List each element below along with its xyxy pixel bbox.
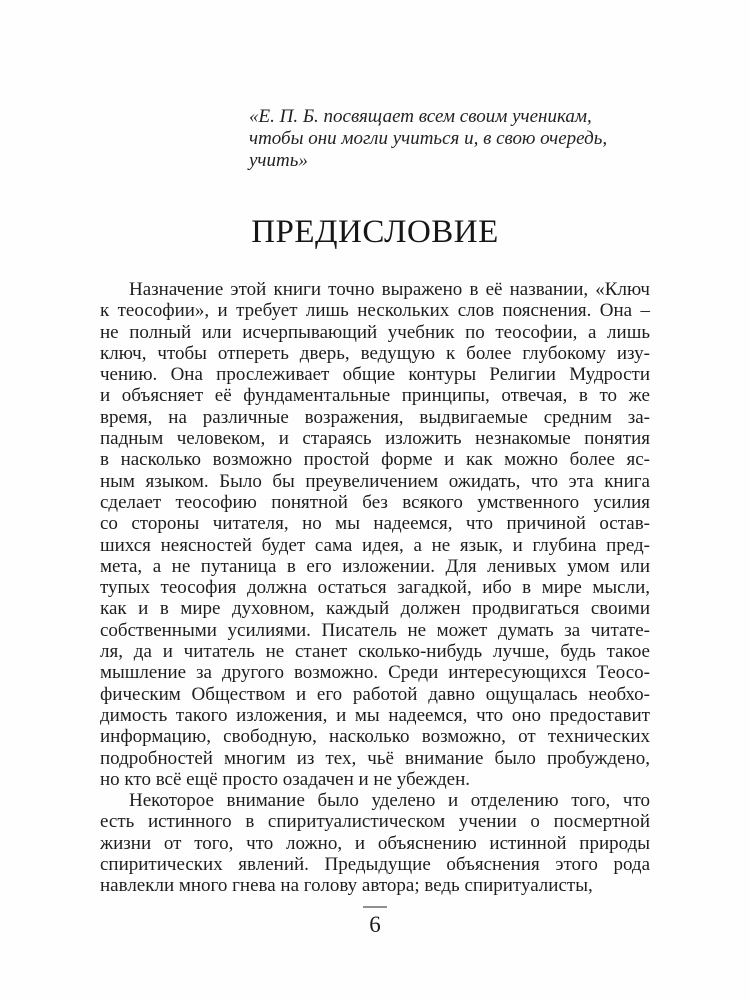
body-line: и объясняет её фундаментальные принципы, отвечая, в то же bbox=[100, 385, 650, 407]
body-line: чению. Она прослеживает общие контуры Религии Мудрости bbox=[100, 364, 650, 386]
body-line: но кто всё ещё просто озадачен и не убежден. bbox=[100, 768, 470, 790]
body-line: в насколько возможно простой форме и как можно более яс- bbox=[100, 449, 650, 471]
body-line: со стороны читателя, но мы надеемся, что причиной остав- bbox=[100, 513, 650, 535]
body-line: не полный или исчерпывающий учебник по теософии, а лишь bbox=[100, 321, 650, 343]
epigraph bbox=[249, 106, 609, 172]
body-line: ключ, чтобы отпереть дверь, ведущую к более глубокому изу- bbox=[100, 342, 650, 364]
body-line: мета, а не путаница в его изложении. Для ленивых умом или bbox=[100, 555, 650, 577]
page-number: 6 bbox=[369, 912, 381, 937]
body-line: Некоторое внимание было уделено и отделению того, что bbox=[129, 790, 650, 812]
body-line: ля, да и читатель не станет сколько-нибудь лучше, будь такое bbox=[100, 641, 650, 663]
body-line: подробностей многим из тех, чьё внимание было пробуждено, bbox=[100, 747, 650, 769]
body-line: фическим Обществом и его работой давно ощущалась необхо- bbox=[100, 683, 650, 705]
paragraph bbox=[100, 279, 650, 790]
body-line: как и в мире духовном, каждый должен продвигаться своими bbox=[100, 598, 650, 620]
body-line: время, на различные возражения, выдвигаемые средним за- bbox=[100, 406, 650, 428]
body-line: информацию, свободную, насколько возможно, от технических bbox=[100, 726, 650, 748]
epigraph-line: учить» bbox=[249, 150, 308, 171]
body-line: шихся неясностей будет сама идея, а не язык, и глубина пред- bbox=[100, 534, 650, 556]
paragraph bbox=[100, 790, 650, 896]
body-line: жизни от того, что ложно, и объяснению истинной природы bbox=[100, 832, 650, 854]
body-line: ным языком. Было бы преувеличением ожидать, что эта книга bbox=[100, 470, 650, 492]
body-line: навлекли много гнева на голову автора; ведь спиритуалисты, bbox=[100, 875, 593, 897]
body-text bbox=[100, 279, 650, 897]
body-line: тупых теософия должна остаться загадкой, ибо в мире мысли, bbox=[100, 577, 650, 599]
footer-rule bbox=[363, 906, 387, 908]
body-line: есть истинного в спиритуалистическом учении о посмертной bbox=[100, 811, 650, 833]
epigraph-line: чтобы они могли учиться и, в свою очередь, bbox=[249, 128, 608, 149]
body-line: падным человеком, и стараясь изложить незнакомые понятия bbox=[100, 428, 650, 450]
body-line: к теософии», и требует лишь нескольких слов пояснения. Она – bbox=[100, 300, 650, 322]
body-line: димость такого изложения, и мы надеемся, что оно предоставит bbox=[100, 704, 650, 726]
body-line: собственными усилиями. Писатель не может думать за читате- bbox=[100, 619, 650, 641]
body-line: мышление за другого возможно. Среди интересующихся Теосо- bbox=[100, 662, 650, 684]
body-line: сделает теософию понятной без всякого умственного усилия bbox=[100, 491, 650, 513]
body-line: спиритических явлений. Предыдущие объяснения этого рода bbox=[100, 854, 650, 876]
chapter-title: ПРЕДИСЛОВИЕ bbox=[251, 214, 499, 250]
epigraph-line: «Е. П. Б. посвящает всем своим ученикам, bbox=[249, 106, 592, 127]
body-line: Назначение этой книги точно выражено в её названии, «Ключ bbox=[129, 279, 650, 300]
